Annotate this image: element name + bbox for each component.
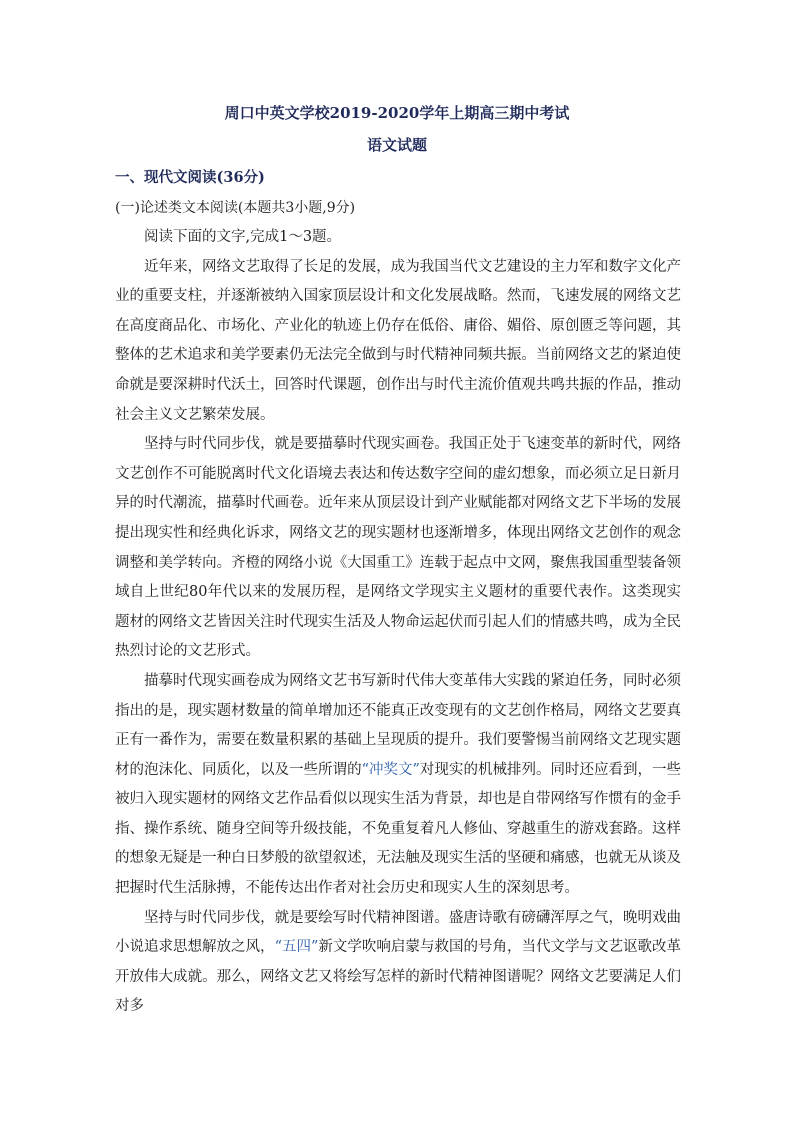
paragraph-1: 近年来，网络文艺取得了长足的发展，成为我国当代文艺建设的主力军和数字文化产业的重要支柱，并逐渐被纳入国家顶层设计和文化发展战略。然而，飞速发展的网络文艺在高度商品化、市场化、产业化的轨迹上仍存在低俗、庸俗、媚俗、原创匮乏等问题，其整体的艺术追求和美学要素仍无法完全做到与时代精神同频共振。当前网络文艺的紧迫使命就是要深耕时代沃土，回答时代课题，创作出与时代主流价值观共鸣共振的作品，推动社会主义文艺繁荣发展。 <box>115 258 681 423</box>
section-heading: 一、现代文阅读(36分) <box>115 169 265 186</box>
paragraph-2: 坚持与时代同步伐，就是要描摹时代现实画卷。我国正处于飞速变革的新时代，网络文艺创作不可能脱离时代文化语境去表达和传达数字空间的虚幻想象，而必须立足日新月异的时代潮流，描摹时代画卷。近年来从顶层设计到产业赋能都对网络文艺下半场的发展提出现实性和经典化诉求，网络文艺的现实题材也逐渐增多，体现出网络文艺创作的观念调整和美学转向。齐橙的网络小说《大国重工》连载于起点中文网，聚焦我国重型装备领域自上世纪80年代以来的发展历程，是网络文学现实主义题材的重要代表作。这类现实题材的网络文艺皆因关注时代现实生活及人物命运起伏而引起人们的情感共鸣，成为全民热烈讨论的文艺形式。 <box>115 436 681 660</box>
paragraph-4 <box>115 904 681 1022</box>
quoted-term-wusi: “五四” <box>274 939 319 956</box>
paragraph-3 <box>115 667 681 904</box>
quoted-term-chongjiangwen: “冲奖文” <box>361 761 420 778</box>
paragraph-4-part-2: 新文学吹响启蒙与救国的号角，当代文学与文艺讴歌改革开放伟大成就。那么，网络文艺又将绘写怎样的新时代精神图谱呢？网络文艺要满足人们对多 <box>115 939 682 1015</box>
paragraph-3-part-1: 描摹时代现实画卷成为网络文艺书写新时代伟大变革伟大实践的紧迫任务，同时必须指出的是，现实题材数量的简单增加还不能真正改变现有的文艺创作格局，网络文艺要真正有一番作为，需要在数量积累的基础上呈现质的提升。我们要警惕当前网络文艺现实题材的泡沫化、同质化，以及一些所谓的 <box>115 672 681 778</box>
exam-title: 周口中英文学校2019-2020学年上期高三期中考试 <box>224 104 570 122</box>
reading-passage <box>115 223 681 1022</box>
subsection-heading: (一)论述类文本阅读(本题共3小题,9分) <box>115 200 356 216</box>
paragraph-3-part-2: 对现实的机械排列。同时还应看到，一些被归入现实题材的网络文艺作品看似以现实生活为背景，却也是自带网络写作惯有的金手指、操作系统、随身空间等升级技能，不免重复着凡人修仙、穿越重生的游戏套路。这样的想象无疑是一种白日梦般的欲望叙述，无法触及现实生活的坚硬和痛感，也就无从谈及把握时代生活脉搏，不能传达出作者对社会历史和现实人生的深刻思考。 <box>115 761 681 897</box>
paragraph-4-part-1: 坚持与时代同步伐，就是要绘写时代精神图谱。盛唐诗歌有磅礴浑厚之气，晚明戏曲小说追求思想解放之风， <box>115 909 681 956</box>
exam-subtitle: 语文试题 <box>366 136 427 154</box>
instruction-paragraph: 阅读下面的文字,完成1～3题。 <box>144 229 342 245</box>
